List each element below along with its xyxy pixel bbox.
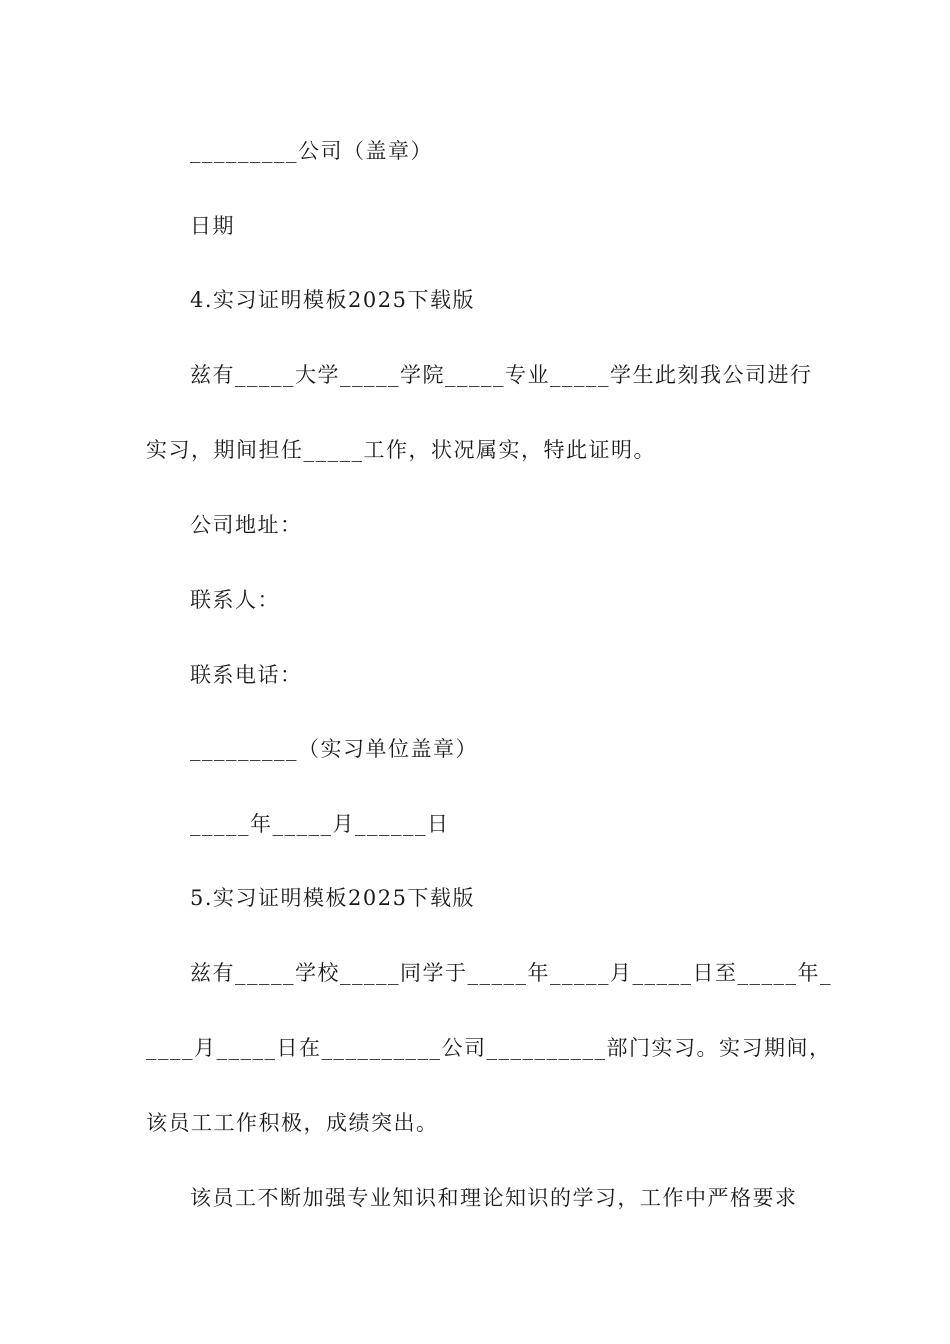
paragraph-line: ____月_____日在__________公司__________部门实习。实习期间， bbox=[146, 1036, 832, 1060]
paragraph-line: 该员工工作积极，成绩突出。 bbox=[146, 1111, 439, 1135]
unit-seal-line: _________（实习单位盖章） bbox=[190, 737, 478, 761]
paragraph-line: 实习，期间担任_____工作，状况属实，特此证明。 bbox=[146, 438, 656, 462]
section-heading-5: 5.实习证明模板2025下载版 bbox=[190, 886, 475, 910]
paragraph-line: 兹有_____大学_____学院_____专业_____学生此刻我公司进行 bbox=[190, 363, 813, 387]
paragraph-line: 兹有_____学校_____同学于_____年_____月_____日至_____年_ bbox=[190, 961, 832, 985]
contact-person-label: 联系人： bbox=[190, 588, 280, 612]
section-heading-4: 4.实习证明模板2025下载版 bbox=[190, 288, 475, 312]
contact-phone-label: 联系电话： bbox=[190, 663, 303, 687]
company-seal-line: _________公司（盖章） bbox=[190, 139, 433, 163]
company-address-label: 公司地址： bbox=[190, 513, 303, 537]
date-label: 日期 bbox=[190, 214, 235, 238]
date-blank-line: _____年_____月______日 bbox=[190, 812, 450, 836]
paragraph-line: 该员工不断加强专业知识和理论知识的学习，工作中严格要求 bbox=[190, 1186, 798, 1210]
